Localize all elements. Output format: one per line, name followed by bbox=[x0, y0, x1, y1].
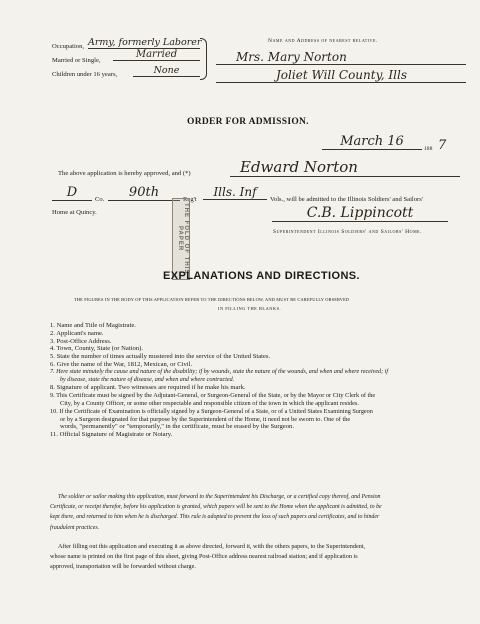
married-label: Married or Single, bbox=[52, 57, 101, 64]
company-value: D bbox=[52, 185, 92, 201]
discharge-paragraph bbox=[50, 492, 382, 533]
direction-item: 7. Here state minutely the cause and nature of the disability; if by wounds, state the nature of the wounds, and when and where received; if bbox=[50, 368, 389, 375]
paragraph-line: fraudulent practices. bbox=[50, 524, 100, 531]
order-date: March 16 bbox=[322, 134, 422, 150]
direction-item: 6. Give the name of the War, 1812, Mexican, or Civil. bbox=[50, 360, 193, 368]
order-title: ORDER FOR ADMISSION. bbox=[187, 117, 309, 127]
direction-item: City, by a County Officer, or some other respectable and responsible citizen of the town in which the applicant resides. bbox=[60, 399, 359, 407]
order-year-digit: 7 bbox=[438, 138, 447, 153]
direction-item: by disease, state the nature of disease, and when and where contracted. bbox=[60, 376, 235, 383]
children-label: Children under 16 years, bbox=[52, 71, 118, 78]
directions-list bbox=[50, 322, 388, 439]
explanations-note-line1: THE FIGURES IN THE BODY OF THIS APPLICATION REFER TO THE DIRECTIONS BELOW, AND MUST BE CAREFULLY OBSERVED bbox=[74, 297, 350, 302]
superintendent-signature: C.B. Lippincott bbox=[272, 205, 448, 222]
regiment-value: 90th bbox=[108, 185, 180, 201]
nearest-relative-heading: Name and Address of nearest relative. bbox=[268, 38, 378, 44]
direction-item: 8. Signature of applicant. Two witnesses are required if he make his mark. bbox=[50, 384, 246, 392]
home-text: Home at Quincy. bbox=[52, 209, 97, 216]
paragraph-line: Certificate, or receipt therefor, before his application is granted, which papers will be sent to the Home when the applicant is admitted, to be bbox=[50, 504, 382, 511]
company-label: Co. bbox=[95, 196, 105, 203]
forwarding-paragraph bbox=[50, 542, 365, 573]
paragraph-line: approved, transportation will be forwarded without charge. bbox=[50, 563, 196, 571]
vols-text: Vols., will be admitted to the Illinois Soldiers' and Sailors' bbox=[270, 196, 423, 203]
occupation-label: Occupation, bbox=[52, 43, 85, 50]
direction-item: 10. If the Certificate of Examination is officially signed by a Surgeon-General of a State, or of a United States Examining Surgeon bbox=[50, 407, 373, 415]
approved-text: The above application is hereby approved, and (*) bbox=[58, 170, 191, 177]
state-value: Ills. Inf bbox=[203, 185, 267, 200]
married-value: Married bbox=[113, 49, 200, 61]
direction-item: or by a Surgeon designated for that purpose by the Superintendent of the Home, it need not be sworn to. One of the bbox=[60, 415, 351, 423]
direction-item: 1. Name and Title of Magistrate. bbox=[50, 322, 136, 329]
order-year-prefix: 188 bbox=[424, 146, 433, 152]
direction-item: words, "permanently" or "temporarily," in the certificate, must be erased by the Surgeon. bbox=[60, 423, 294, 431]
direction-item: 5. State the number of times actually mustered into the service of the United States. bbox=[50, 353, 271, 361]
header-brace bbox=[200, 38, 207, 80]
applicant-name: Edward Norton bbox=[230, 158, 460, 177]
direction-item: 3. Post-Office Address. bbox=[50, 337, 112, 345]
occupation-value: Army, formerly Laborer bbox=[88, 37, 202, 48]
explanations-title: EXPLANATIONS AND DIRECTIONS. bbox=[163, 270, 360, 282]
explanations-note-line2: IN FILLING THE BLANKS. bbox=[218, 306, 282, 311]
direction-item: 4. Town, County, State (or Nation). bbox=[50, 345, 143, 353]
direction-item: 11. Official Signature of Magistrate or Notary. bbox=[50, 431, 173, 439]
direction-item: 2. Applicant's name. bbox=[50, 329, 104, 337]
fold-stamp: THE FOLD OF THIS PAPER bbox=[172, 198, 190, 280]
paragraph-line: After filling out this application and executing it as above directed, forward it, with the others papers, to the Superintendent, bbox=[58, 543, 366, 550]
relative-name: Mrs. Mary Norton bbox=[216, 50, 466, 65]
regiment-label: Reg't bbox=[183, 196, 197, 203]
children-value: None bbox=[133, 65, 200, 77]
relative-address: Joliet Will County, Ills bbox=[216, 68, 466, 83]
paragraph-line: whose name is printed on the first page of this sheet, giving Post-Office address nearest railroad station; and if application is bbox=[50, 553, 358, 561]
paragraph-line: kept there, and returned to him when he is discharged. This rule is adopted to prevent the loss of such papers and certificates, and to hinder bbox=[50, 514, 380, 521]
superintendent-label: Superintendent Illinois Soldiers' and Sailors' Home. bbox=[273, 229, 422, 235]
direction-item: 9. This Certificate must be signed by the Adjutant-General, or Surgeon-General of the State, or by the Mayor or City Clerk of the bbox=[50, 392, 376, 400]
paragraph-line: The soldier or sailor making this application, must forward to the Superintendent his Discharge, or a certified copy thereof, and Pension bbox=[58, 494, 381, 500]
